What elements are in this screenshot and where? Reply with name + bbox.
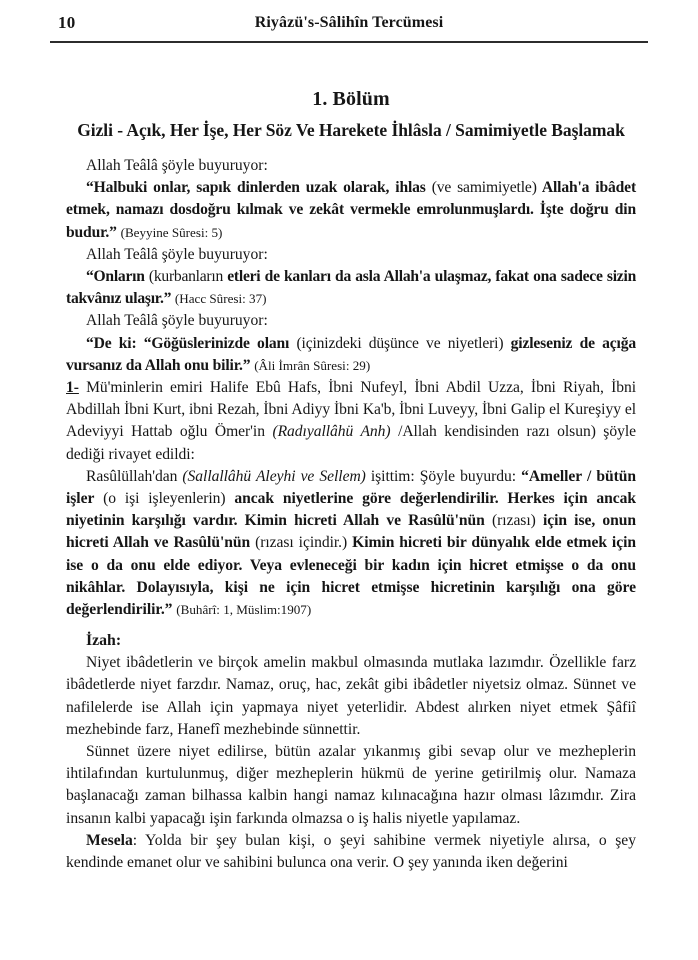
quran-quote-3 bbox=[66, 333, 636, 377]
hadith-isnad bbox=[66, 377, 636, 466]
hadith-text-paren-2: (rızası) bbox=[492, 512, 536, 530]
hadith-text-bold-4: Kimin hicreti bir dünyalık elde etmek için ise o da onu elde ediyor. Veya evleneceği bir kadın için hicret etmişse o da onu nikâhlar. Dolayısıyla, kişi ne için hicret etmişse hicretinin karşılığı ona göre değerlendirilir.” bbox=[66, 534, 636, 619]
izah-heading: İzah: bbox=[86, 632, 122, 650]
mesela-label: Mesela bbox=[86, 831, 133, 849]
narration-mid: işittim: Şöyle buyurdu: bbox=[370, 467, 517, 485]
book-title: Riyâzü's-Sâlihîn Tercümesi bbox=[254, 14, 444, 31]
narration-lead: Rasûlüllah'dan bbox=[86, 467, 178, 485]
narration-honorific: (Sallallâhü Aleyhi ve Sellem) bbox=[182, 467, 366, 485]
intro-line-2: Allah Teâlâ şöyle buyuruyor: bbox=[86, 245, 268, 263]
hadith-narration bbox=[66, 466, 636, 621]
quote-3-part-2: gizleseniz de açığa vursanız da Allah onu bilir.” bbox=[66, 334, 637, 374]
page-number: 10 bbox=[58, 13, 76, 32]
hadith-isnad-part-2: /Allah kendisinden razı olsun) şöyle dediği rivayet edildi: bbox=[66, 423, 636, 463]
quote-2-citation: (Hacc Sûresi: 37) bbox=[174, 291, 267, 307]
quote-1-citation: (Beyyine Sûresi: 5) bbox=[120, 224, 223, 240]
hadith-text-bold-3: için ise, onun hicreti Allah ve Rasûlü'nün bbox=[66, 512, 636, 552]
quote-2-part-2: etleri de kanları da asla Allah'a ulaşmaz, fakat ona sadece sizin takvânız ulaşır.” bbox=[66, 268, 636, 308]
izah-paragraph-1: Niyet ibâdetlerin ve birçok amelin makbul olmasında mutlaka lazımdır. Özellikle farz ibâdetlerde niyet farzdır. Namaz, oruç, hac, zekât gibi ibâdetler niyetsiz olmaz. Sünnet ve nafilelerde ise Allah için yapmaya niyet yeterlidir. Abdest alırken niyet etmek Şâfiî mezhebinde farz, Hanefî mezhebinde sünnettir. bbox=[66, 654, 636, 738]
quote-1-part-1: “Halbuki onlar, sapık dinlerden uzak olarak, ihlas bbox=[86, 179, 426, 197]
quran-quote-1 bbox=[66, 177, 636, 244]
hadith-text-paren-1: (o işi işleyenlerin) bbox=[103, 490, 226, 508]
intro-line-3: Allah Teâlâ şöyle buyuruyor: bbox=[86, 312, 268, 330]
hadith-number-marker: 1- bbox=[66, 379, 79, 397]
running-header bbox=[50, 12, 648, 42]
quote-2-part-1: “Onların bbox=[86, 268, 145, 286]
quote-1-paren-1: (ve samimiyetle) bbox=[431, 179, 537, 197]
header-divider-rule bbox=[50, 41, 648, 43]
quote-3-paren-1: (içinizdeki düşünce ve niyetleri) bbox=[296, 334, 504, 352]
hadith-citation: (Buhârî: 1, Müslim:1907) bbox=[176, 602, 312, 618]
hadith-isnad-honorific: (Radıyallâhü Anh) bbox=[272, 423, 391, 441]
intro-line-1: Allah Teâlâ şöyle buyuruyor: bbox=[86, 157, 268, 174]
quran-quote-2 bbox=[66, 266, 636, 310]
quote-3-part-1: “De ki: “Göğüslerinizde olanı bbox=[86, 334, 290, 352]
hadith-text-bold-2: ancak niyetlerine göre değerlendirilir. Herkes için ancak niyetinin karşılığı vardır. Kimin hicreti Allah ve Rasûlü'nün bbox=[66, 490, 636, 530]
page-content bbox=[66, 86, 636, 874]
quote-2-paren-1: (kurbanların bbox=[148, 268, 223, 286]
quote-3-citation: (Âli İmrân Sûresi: 29) bbox=[254, 357, 371, 373]
quote-1-part-2: Allah'a ibâdet etmek, namazı dosdoğru kılmak ve zekât vermekle emrolunmuşlardı. İşte doğru din budur.” bbox=[66, 179, 636, 241]
chapter-number: 1. Bölüm bbox=[312, 88, 390, 110]
hadith-text-paren-3: (rızası içindir.) bbox=[255, 534, 348, 552]
chapter-title: Gizli - Açık, Her İşe, Her Söz Ve Harekete İhlâsla / Samimiyetle Başlamak bbox=[77, 120, 625, 140]
hadith-isnad-part-1: Mü'minlerin emiri Halife Ebû Hafs, İbni Nufeyl, İbni Abdil Uzza, İbni Riyah, İbni Abdillah İbni Kurt, ibni Rezah, İbni Adiyy İbni Ka'b, İbni Luveyy, İbni Galip el Kureşiyy el Adeviyyi Hattab oğlu Ömer'in bbox=[66, 379, 636, 441]
hadith-text-bold-1: “Ameller / bütün işler bbox=[66, 467, 636, 508]
izah-paragraph-2: Sünnet üzere niyet edilirse, bütün azalar yıkanmış gibi sevap olur ve mezheplerin ihtilafından kurtulunmuş, diğer mezheplerin hükmü de yerine getirilmiş olur. Namaza başlanacağı zaman bilhassa kalbin hangi namaz kılınacağına hazır olması lâzımdır. Zira insanın kalbi yapacağı işin farkında olmazsa o iş halis niyetle yapılamaz. bbox=[66, 743, 636, 827]
mesela-text: : Yolda bir şey bulan kişi, o şeyi sahibine vermek niyetiyle alırsa, o şey kendinde emanet olur ve sahibini bulunca ona verir. O şey yanında iken değerini bbox=[66, 831, 636, 872]
izah-paragraph-3 bbox=[66, 830, 636, 874]
